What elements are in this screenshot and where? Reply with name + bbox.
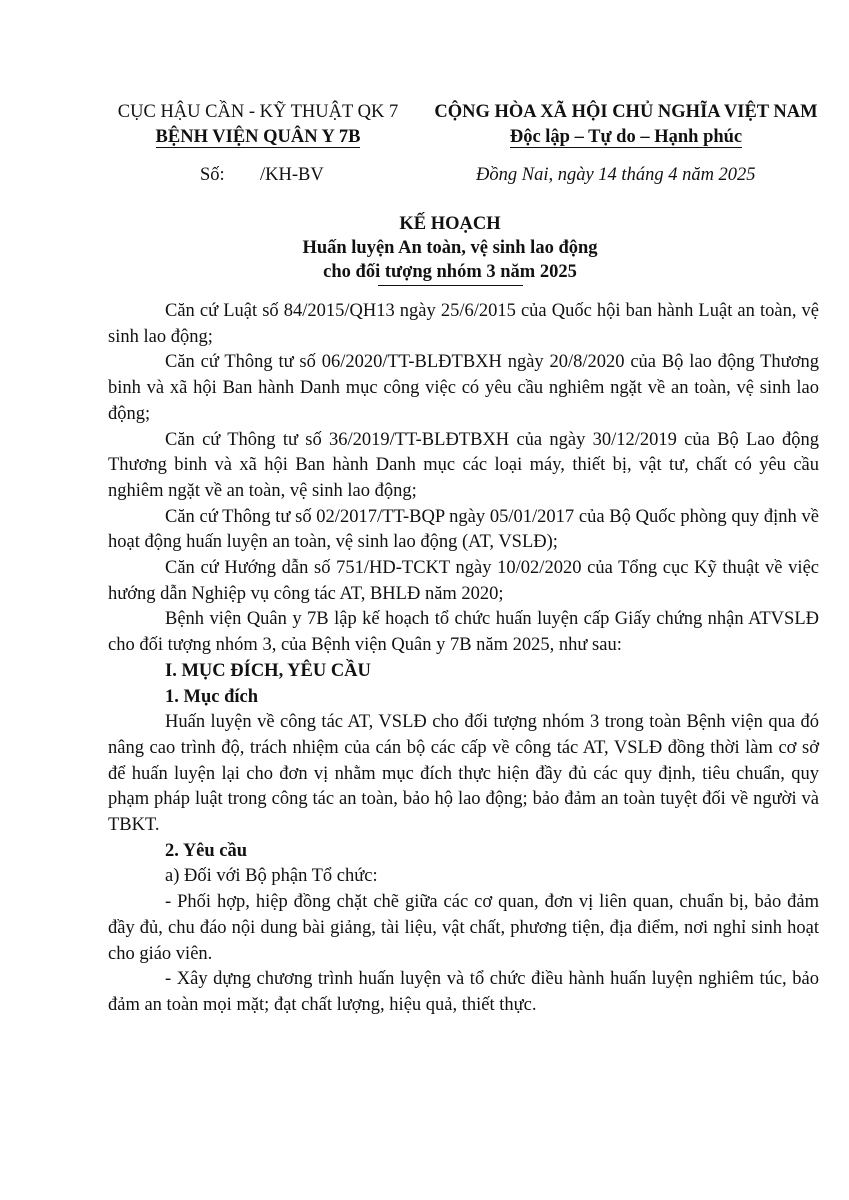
document-title: [120, 212, 780, 286]
body-paragraph: Bệnh viện Quân y 7B lập kế hoạch tổ chức huấn luyện cấp Giấy chứng nhận ATVSLĐ cho đối tượng nhóm 3, của Bệnh viện Quân y 7B năm 2025, như sau:: [108, 609, 819, 656]
title-line-1: KẾ HOẠCH: [399, 214, 501, 234]
section-heading: 1. Mục đích: [165, 686, 259, 707]
title-line-2: Huấn luyện An toàn, vệ sinh lao động: [302, 238, 598, 258]
section-heading: I. MỤC ĐÍCH, YÊU CẦU: [165, 660, 371, 681]
nation-line-1: CỘNG HÒA XÃ HỘI CHỦ NGHĨA VIỆT NAM: [434, 102, 818, 122]
title-divider: [378, 285, 523, 286]
nation-motto: Độc lập – Tự do – Hạnh phúc: [509, 127, 743, 147]
title-line-3: cho đối tượng nhóm 3 năm 2025: [323, 262, 577, 282]
body-paragraph: Huấn luyện về công tác AT, VSLĐ cho đối tượng nhóm 3 trong toàn Bệnh viện qua đó nâng cao trình độ, trách nhiệm của cán bộ các cấp về công tác AT, VSLĐ đồng thời làm cơ sở để huấn luyện lại cho đơn vị nhằm mục đích thực hiện đầy đủ các quy định, tiêu chuẩn, quy phạm pháp luật trong công tác an toàn, bảo hộ lao động; bảo đảm an toàn tuyệt đối về người và TBKT.: [108, 712, 819, 836]
document-number: [200, 163, 324, 188]
body-paragraph: a) Đối với Bộ phận Tổ chức:: [165, 866, 378, 887]
body-paragraph: Căn cứ Thông tư số 06/2020/TT-BLĐTBXH ngày 20/8/2020 của Bộ lao động Thương binh và xã hội Ban hành Danh mục công việc có yêu cầu nghiêm ngặt về an toàn, vệ sinh lao động;: [108, 352, 819, 424]
agency-line-1: CỤC HẬU CẦN - KỸ THUẬT QK 7: [117, 102, 399, 122]
body-paragraph: Căn cứ Hướng dẫn số 751/HD-TCKT ngày 10/02/2020 của Tổng cục Kỹ thuật về việc hướng dẫn Nghiệp vụ công tác AT, BHLĐ năm 2020;: [108, 558, 819, 604]
number-value: /KH-BV: [260, 165, 324, 185]
number-label: Số:: [200, 165, 225, 185]
body-paragraph: Căn cứ Thông tư số 02/2017/TT-BQP ngày 05/01/2017 của Bộ Quốc phòng quy định về hoạt động huấn luyện an toàn, vệ sinh lao động (AT, VSLĐ);: [108, 506, 819, 553]
body-paragraph: Căn cứ Thông tư số 36/2019/TT-BLĐTBXH của ngày 30/12/2019 của Bộ Lao động Thương binh và xã hội Ban hành Danh mục các loại máy, thiết bị, vật tư, chất có yêu cầu nghiêm ngặt về an toàn, vệ sinh lao động;: [108, 429, 819, 501]
agency-line-2: BỆNH VIỆN QUÂN Y 7B: [155, 127, 361, 147]
agency-header: [108, 100, 408, 150]
document-body: [108, 299, 819, 1019]
section-heading: 2. Yêu cầu: [165, 840, 248, 861]
body-paragraph: - Xây dựng chương trình huấn luyện và tổ chức điều hành huấn luyện nghiêm túc, bảo đảm an toàn mọi mặt; đạt chất lượng, hiệu quả, thiết thực.: [108, 969, 819, 1015]
body-paragraph: - Phối hợp, hiệp đồng chặt chẽ giữa các cơ quan, đơn vị liên quan, chuẩn bị, bảo đảm đầy đủ, chu đáo nội dung bài giảng, tài liệu, vật chất, phương tiện, địa điểm, nơi nghỉ sinh hoạt cho giáo viên.: [108, 892, 819, 964]
place-date: Đồng Nai, ngày 14 tháng 4 năm 2025: [476, 165, 756, 185]
body-paragraph: Căn cứ Luật số 84/2015/QH13 ngày 25/6/2015 của Quốc hội ban hành Luật an toàn, vệ sinh lao động;: [108, 301, 819, 347]
nation-header: [422, 100, 830, 150]
